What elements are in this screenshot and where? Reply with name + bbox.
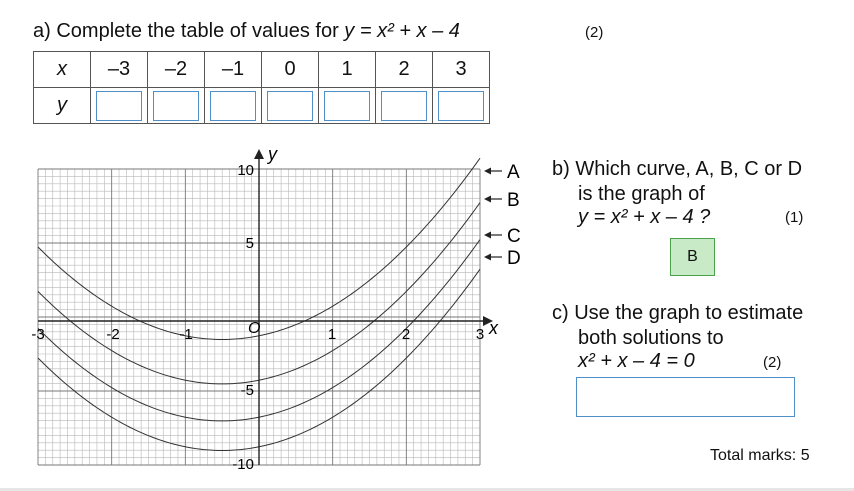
origin-label: O bbox=[248, 320, 261, 337]
curve-label-text: D bbox=[507, 248, 521, 269]
question-a-marks: (2) bbox=[585, 24, 604, 41]
x-header: x bbox=[34, 52, 91, 88]
y-cell bbox=[91, 88, 148, 124]
answer-b-box[interactable] bbox=[670, 238, 715, 276]
y-value-input[interactable] bbox=[210, 91, 256, 121]
y-value-input[interactable] bbox=[381, 91, 427, 121]
y-cell bbox=[319, 88, 376, 124]
question-c-line2: both solutions to bbox=[578, 327, 724, 349]
question-c-equation: x² + x – 4 = 0 bbox=[578, 350, 695, 372]
answer-b-value: B bbox=[687, 248, 698, 265]
y-tick-label: -10 bbox=[232, 456, 254, 473]
y-header: y bbox=[34, 88, 91, 124]
y-cell bbox=[376, 88, 433, 124]
question-a-text bbox=[33, 20, 460, 43]
quadratic-graph bbox=[0, 140, 545, 480]
y-value-input[interactable] bbox=[153, 91, 199, 121]
x-value: 3 bbox=[433, 52, 490, 88]
x-tick-label: -2 bbox=[106, 326, 120, 343]
curve-labels bbox=[484, 162, 521, 269]
y-value-input[interactable] bbox=[324, 91, 370, 121]
y-value-input[interactable] bbox=[438, 91, 484, 121]
curve-label-text: A bbox=[507, 162, 520, 183]
y-tick-label: 5 bbox=[245, 235, 254, 252]
x-row bbox=[34, 52, 490, 88]
equation-a-rest: = x² + x – 4 bbox=[354, 20, 460, 42]
y-tick-label: -5 bbox=[240, 382, 254, 399]
question-b-line1: b) Which curve, A, B, C or D bbox=[552, 158, 803, 180]
question-c-marks: (2) bbox=[763, 354, 782, 371]
x-tick-label: 2 bbox=[401, 326, 411, 343]
x-value: –3 bbox=[91, 52, 148, 88]
curve-label-d bbox=[484, 248, 521, 269]
y-axis-label: y bbox=[268, 144, 277, 164]
y-tick-label: 10 bbox=[237, 162, 254, 179]
y-cell bbox=[262, 88, 319, 124]
y-value-input[interactable] bbox=[96, 91, 142, 121]
x-value: 2 bbox=[376, 52, 433, 88]
x-tick-label: -3 bbox=[31, 326, 45, 343]
equation-a: y bbox=[344, 20, 355, 42]
x-value: –1 bbox=[205, 52, 262, 88]
total-marks: Total marks: 5 bbox=[710, 447, 810, 464]
values-table bbox=[33, 51, 490, 124]
curve-label-b bbox=[484, 190, 520, 211]
y-cell bbox=[205, 88, 262, 124]
question-b-marks: (1) bbox=[785, 209, 804, 226]
question-a-prefix: a) Complete the table of values for bbox=[33, 20, 345, 42]
question-b-line2: is the graph of bbox=[578, 183, 705, 205]
y-cell bbox=[148, 88, 205, 124]
y-value-input[interactable] bbox=[267, 91, 313, 121]
question-b-equation: y = x² + x – 4 ? bbox=[578, 206, 711, 228]
tick-labels bbox=[31, 144, 499, 473]
question-c-line1: c) Use the graph to estimate bbox=[552, 302, 804, 324]
answer-c-input[interactable] bbox=[576, 377, 795, 417]
curve-label-text: B bbox=[507, 190, 520, 211]
y-cell bbox=[433, 88, 490, 124]
curve-label-text: C bbox=[507, 226, 521, 247]
x-axis-label: x bbox=[489, 318, 498, 338]
axes bbox=[38, 149, 493, 465]
x-tick-label: -1 bbox=[179, 326, 193, 343]
x-value: 1 bbox=[319, 52, 376, 88]
y-row bbox=[34, 88, 490, 124]
x-tick-label: 1 bbox=[327, 326, 337, 343]
x-tick-label: 3 bbox=[475, 326, 485, 343]
x-value: –2 bbox=[148, 52, 205, 88]
curve-label-a bbox=[484, 162, 520, 183]
x-value: 0 bbox=[262, 52, 319, 88]
curve-label-c bbox=[484, 226, 521, 247]
